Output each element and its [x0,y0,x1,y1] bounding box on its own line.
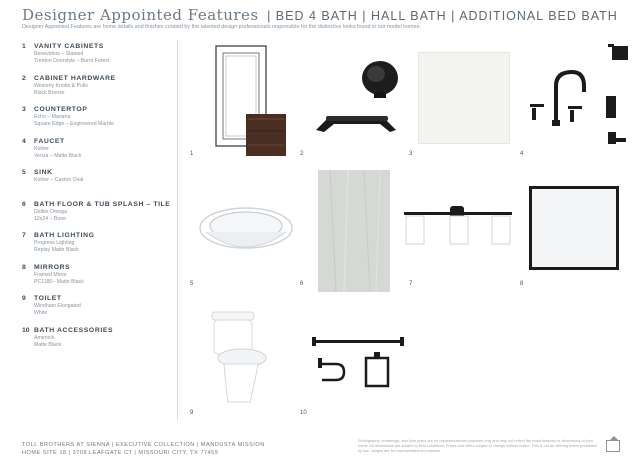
faucet-cell [526,40,636,152]
spec-line: Kohler [34,145,49,152]
lighting-cell [400,200,516,252]
knob-pull-group [310,52,410,152]
toilet-icon [206,310,270,408]
spec-item [22,105,172,137]
page-title [22,6,618,25]
spec-line: Benevidors – Stained [34,51,84,57]
spec-line: Framed Mirror [34,271,67,278]
spec-item [22,200,172,232]
spec-line: Windham Elongated [34,303,81,309]
equal-housing-icon [606,440,620,452]
item-label: 9 [190,410,194,416]
spec-number: 7 [22,232,26,239]
spec-title: BATH FLOOR & TUB SPLASH – TILE [34,200,171,208]
spec-title: VANITY CABINETS [34,43,104,50]
spec-line: Venza – Matte Black [34,152,82,159]
footer-line: HOME SITE 18 | 3708 LEAFGATE CT | MISSOURI CITY, TX 77459 [22,450,219,456]
faucet-icon [526,40,636,152]
footer-address [22,441,265,457]
spec-number: 3 [22,106,26,113]
knob-icon [362,61,398,98]
item-label: 6 [300,281,304,287]
spec-line: 12x24 – Bone [34,215,67,222]
accessories-cell [308,334,408,394]
tagline: Designer Appointed Features are home details and finishes curated by the talented design professionals responsible for the distinctive looks found in our model homes. [22,24,421,30]
cabinet-door-icon [204,44,288,160]
spec-title: SINK [34,169,53,176]
spec-number: 2 [22,74,26,82]
spec-line: White [34,310,48,316]
item-label: 4 [520,151,524,157]
towel-bar-icon [308,334,408,394]
spec-line: Replay Matte Black [34,247,79,253]
spec-line: PC1180– Matte Black [34,278,84,285]
spec-number: 6 [22,200,26,208]
spec-title: CABINET HARDWARE [34,74,116,82]
footer-line: TOLL BROTHERS AT SIENNA | EXECUTIVE COLLECTION | MANDUSTA MISSION [22,442,265,448]
towel-ring-icon [366,352,388,386]
title-areas: | BED 4 BATH | HALL BATH | ADDITIONAL BED BATH [267,9,618,23]
spec-item [22,42,172,74]
toilet-cell [206,310,270,408]
spec-line: Black Bronze [34,89,65,96]
item-label: 8 [520,281,524,287]
spec-list [22,42,172,357]
item-label: 5 [190,281,194,287]
spec-title: MIRRORS [34,263,71,271]
item-label: 2 [300,151,304,157]
spec-line: Amerock [34,334,55,341]
spec-number: 5 [22,169,26,176]
spec-line: Westerly Knobs & Pulls [34,82,88,89]
spec-item [22,168,172,200]
spec-number: 10 [22,326,30,334]
spec-number: 4 [22,137,26,145]
tile-swatch [318,170,390,292]
spec-title: COUNTERTOP [34,106,88,113]
cabinet-cell [204,44,288,160]
spec-item [22,231,172,263]
spec-number: 9 [22,295,26,302]
sink-cell [198,204,294,260]
tile-texture [318,170,390,292]
spec-item [22,74,172,106]
paper-holder-icon [318,358,344,380]
spec-title: BATH LIGHTING [34,232,95,239]
mirror-icon [529,186,619,270]
spec-title: BATH ACCESSORIES [34,326,114,334]
item-label: 7 [409,281,413,287]
hardware-cell [310,52,410,152]
spec-title: FAUCET [34,137,65,145]
spec-line: Echo – Mariana [34,114,71,120]
spec-item [22,263,172,295]
spec-line: Kohler – Caxton Oval [34,177,84,183]
shower-head-icon [608,44,628,60]
spec-title: TOILET [34,295,62,302]
pull-icon [316,116,396,132]
spec-item [22,326,172,358]
countertop-swatch [418,52,510,144]
title-main: Designer Appointed Features [22,6,259,24]
item-label: 10 [300,410,307,416]
spec-number: 8 [22,263,26,271]
spec-line: Daltile Omega [34,208,67,215]
spec-item [22,137,172,169]
light-fixture-icon [400,200,516,252]
spec-line: Square Edge – Engineered Marble [34,121,114,127]
column-divider [177,40,178,420]
spec-line: Trenton Doorstyle – Burnt Forest [34,58,110,64]
spec-item [22,294,172,326]
footer-disclaimer: Photography, renderings, and floor plans are for representational purposes only and may not reflect the exact features or dimensions of your home. All dimensions are subject to field conditions. Prices and offers subject to change without notice. This is not an offering where prohibited by law. Images are for representational purposes. [358,439,597,453]
spec-line: Matte Black [34,341,62,348]
spec-line: Progress Lighting [34,240,75,246]
item-label: 3 [409,151,413,157]
spec-number: 1 [22,43,26,50]
sink-icon [198,204,294,260]
item-label: 1 [190,151,194,157]
